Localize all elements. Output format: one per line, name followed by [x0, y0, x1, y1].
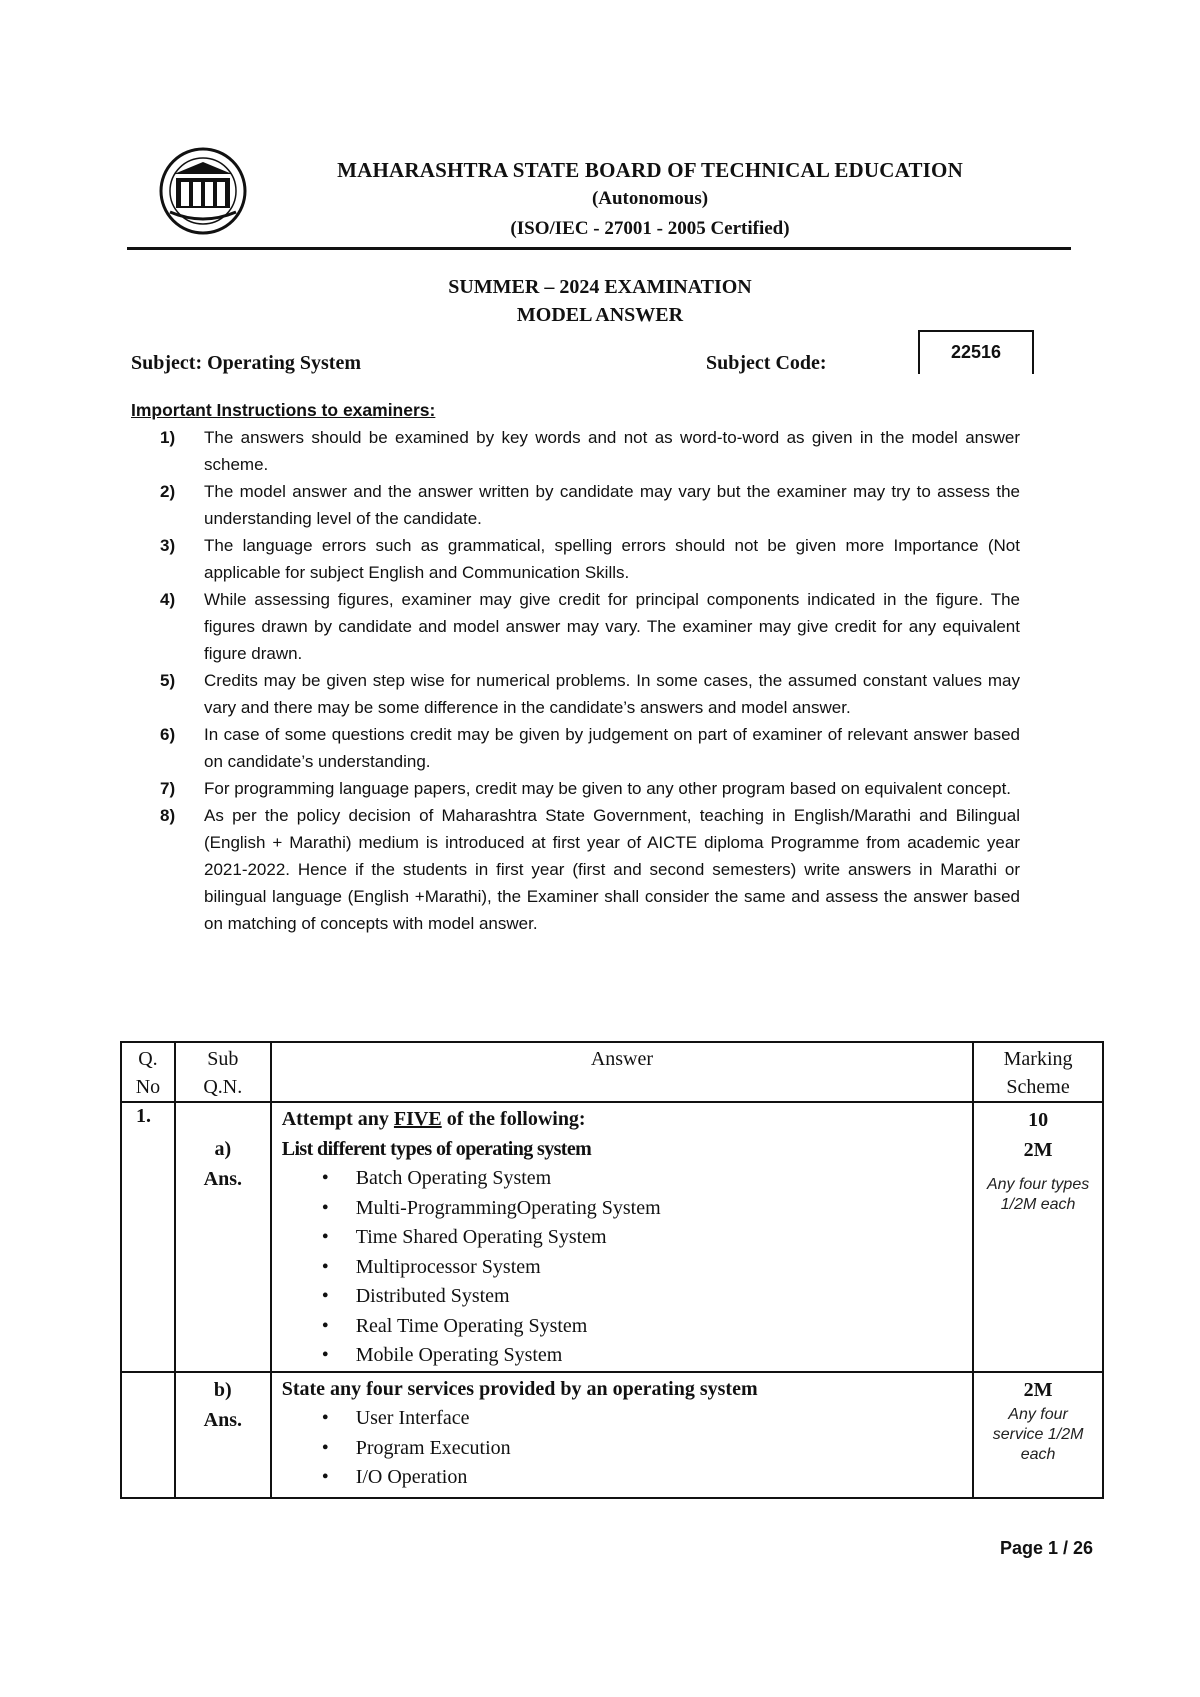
- section-instruction: [282, 1105, 972, 1135]
- mark-note: Any four types 1/2M each: [986, 1176, 1090, 1213]
- instruction-item: [160, 667, 1020, 721]
- list-item: • Batch Operating System: [322, 1164, 972, 1194]
- instruction-suffix: of the following:: [441, 1108, 586, 1130]
- marking-cell: [973, 1372, 1103, 1498]
- instruction-number: 7): [160, 779, 176, 798]
- page-number: Page 1 / 26: [1000, 1538, 1094, 1558]
- answer-table: [120, 1041, 1104, 1499]
- header-sub-line1: Sub: [207, 1048, 239, 1070]
- list-item: • User Interface: [322, 1404, 972, 1434]
- board-certification: (ISO/IEC - 27001 - 2005 Certified): [510, 218, 790, 239]
- table-row: [121, 1372, 1103, 1498]
- answer-cell: [271, 1102, 973, 1372]
- instruction-text: The model answer and the answer written by candidate may vary but the examiner may try to assess the understanding level of the candidate.: [204, 482, 1020, 528]
- instruction-item: [160, 721, 1020, 775]
- sub-question-cell: [175, 1102, 271, 1372]
- list-item: • Mobile Operating System: [322, 1341, 972, 1371]
- header-q-no: [121, 1042, 175, 1102]
- instructions-list: [160, 424, 1020, 937]
- board-autonomous: (Autonomous): [591, 188, 709, 209]
- header-sub-qn: [175, 1042, 271, 1102]
- instruction-number: 5): [160, 671, 176, 690]
- header-q-no-line2: No: [135, 1076, 161, 1098]
- instruction-text: While assessing figures, examiner may give credit for principal components indicated in the figure. The figures drawn by candidate and model answer may vary. The examiner may give credit for any equivalent figure drawn.: [204, 590, 1020, 663]
- header-marking-scheme: [973, 1042, 1103, 1102]
- question-marks: 2M: [1023, 1378, 1053, 1401]
- instruction-text: The answers should be examined by key words and not as word-to-word as given in the model answer scheme.: [204, 428, 1020, 474]
- header-divider: [127, 247, 1071, 250]
- mark-note: Any four service 1/2M each: [992, 1405, 1084, 1463]
- header-q-no-line1: Q.: [138, 1048, 158, 1070]
- question-marks: 2M: [1023, 1139, 1053, 1161]
- instruction-item: [160, 802, 1020, 937]
- instructions-heading: Important Instructions to examiners:: [131, 400, 436, 420]
- instruction-prefix: Attempt any: [281, 1108, 394, 1130]
- instruction-number: 2): [160, 482, 176, 501]
- question-text: State any four services provided by an operating system: [281, 1377, 758, 1400]
- answer-label: Ans.: [203, 1408, 242, 1431]
- exam-subtitle: MODEL ANSWER: [516, 304, 684, 326]
- instruction-item: [160, 424, 1020, 478]
- instruction-number: 4): [160, 590, 176, 609]
- list-item: • Multi-ProgrammingOperating System: [322, 1194, 972, 1224]
- answer-label: Ans.: [203, 1168, 242, 1190]
- sub-question-cell: [175, 1372, 271, 1498]
- instruction-number: 8): [160, 806, 176, 825]
- instruction-number: 6): [160, 725, 176, 744]
- list-item: • I/O Operation: [322, 1463, 972, 1493]
- answer-bullet-list: [282, 1164, 972, 1371]
- table-header-row: [121, 1042, 1103, 1102]
- list-item: • Time Shared Operating System: [322, 1223, 972, 1253]
- instruction-number: 3): [160, 536, 176, 555]
- exam-title: SUMMER – 2024 EXAMINATION: [448, 276, 752, 298]
- instruction-text: As per the policy decision of Maharashtra State Government, teaching in English/Marathi and Bilingual (English + Marathi) medium is introduced at first year of AICTE diploma Programme from academic year 2021-2022. Hence if the students in first year (first and second semesters) write answers in Marathi or bilingual language (English +Marathi), the Examiner shall consider the same and assess the answer based on matching of concepts with model answer.: [204, 806, 1020, 933]
- instruction-item: [160, 775, 1020, 802]
- header-marking-line2: Scheme: [1006, 1076, 1070, 1098]
- header-marking-line1: Marking: [1003, 1048, 1073, 1070]
- instruction-item: [160, 478, 1020, 532]
- question-number: 1.: [121, 1102, 175, 1372]
- instruction-item: [160, 532, 1020, 586]
- instruction-number: 1): [160, 428, 176, 447]
- marking-cell: [973, 1102, 1103, 1372]
- instruction-text: For programming language papers, credit may be given to any other program based on equivalent concept.: [204, 779, 1012, 798]
- answer-cell: [271, 1372, 973, 1498]
- instruction-text: In case of some questions credit may be given by judgement on part of examiner of relevant answer based on candidate’s understanding.: [204, 725, 1020, 771]
- msbte-seal-icon: [144, 146, 262, 236]
- table-row: [121, 1102, 1103, 1372]
- header-answer: Answer: [271, 1042, 973, 1102]
- instruction-item: [160, 586, 1020, 667]
- total-marks: 10: [1028, 1109, 1049, 1131]
- subject-code-box: 22516: [918, 330, 1034, 374]
- board-title: MAHARASHTRA STATE BOARD OF TECHNICAL EDUCATION: [337, 158, 963, 182]
- subject-name: Subject: Operating System: [131, 352, 361, 374]
- header-sub-line2: Q.N.: [203, 1076, 243, 1098]
- instruction-text: The language errors such as grammatical, spelling errors should not be given more Importance (Not applicable for subject English and Communication Skills.: [204, 536, 1020, 582]
- question-number-empty: [121, 1372, 175, 1498]
- answer-bullet-list: [282, 1404, 972, 1493]
- subject-code-label: Subject Code:: [706, 352, 827, 374]
- instruction-text: Credits may be given step wise for numerical problems. In some cases, the assumed constant values may vary and there may be some difference in the candidate’s answers and model answer.: [204, 671, 1020, 717]
- list-item: • Multiprocessor System: [322, 1253, 972, 1283]
- question-text: List different types of operating system: [281, 1137, 592, 1160]
- sub-question-label: b): [213, 1378, 232, 1401]
- list-item: • Program Execution: [322, 1434, 972, 1464]
- list-item: • Real Time Operating System: [322, 1312, 972, 1342]
- list-item: • Distributed System: [322, 1282, 972, 1312]
- instruction-emphasis: FIVE: [393, 1108, 442, 1130]
- sub-question-label: a): [214, 1138, 232, 1160]
